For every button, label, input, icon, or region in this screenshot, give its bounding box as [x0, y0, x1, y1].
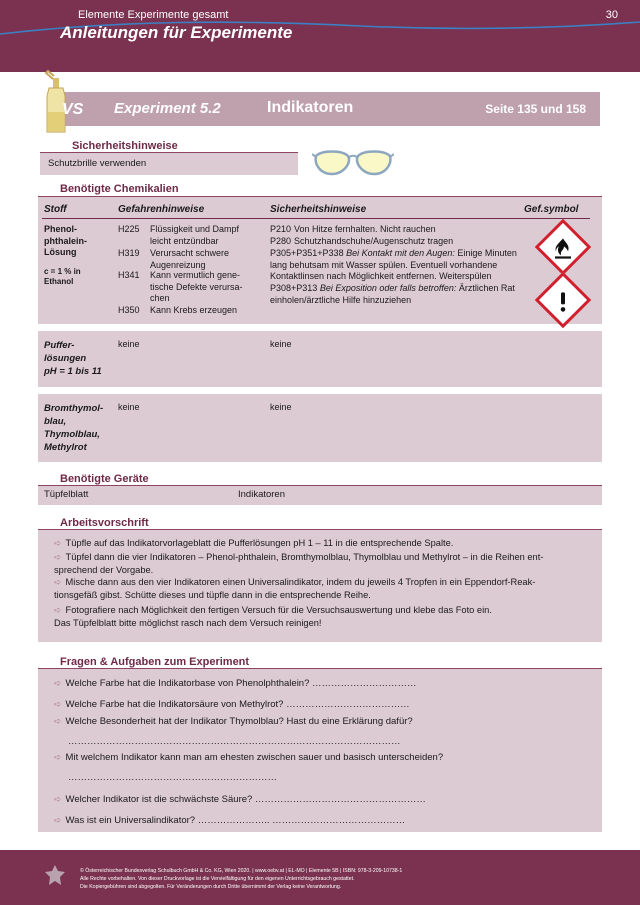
hazard-code-h319: H319	[118, 248, 140, 258]
col-header-safety: Sicherheitshinweise	[270, 204, 367, 215]
question-6: ➪ Was ist ein Universalindikator? ………………….. ……………………………………	[54, 815, 406, 826]
hazard-text-h350: Kann Krebs erzeugen	[150, 305, 238, 315]
footer-line-2: Alle Rechte vorbehalten. Von dieser Druckvorlage ist die Vervielfältigung für den eigenen Unterrichtsgebrauch gestattet.	[80, 876, 355, 882]
question-arrow-icon: ➪	[54, 815, 62, 825]
substance-concentration: c = 1 % in Ethanol	[44, 267, 81, 286]
goggles-icon	[312, 146, 394, 180]
safety-text-p305: Einige Minuten lang behutsam mit Wasser spülen. Eventuell vorhandene Kontaktlinsen nach Möglichkeit entfernen. Weiterspülen	[270, 248, 517, 281]
question-arrow-icon: ➪	[54, 752, 62, 762]
procedure-title: Arbeitsvorschrift	[60, 517, 149, 529]
question-5: ➪ Welcher Indikator ist die schwächste Säure? ………………………………………………	[54, 794, 426, 805]
procedure-step-2: ➪ Tüpfel dann die vier Indikatoren – Phenol-phthalein, Bromthymolblau, Thymolblau und Methylrot – in die Reihen ent- sprechend der Vorgabe.	[54, 552, 544, 575]
page-number: 30	[605, 9, 618, 21]
safety-lead-p308: Bei Exposition oder falls betroffen:	[319, 283, 457, 293]
hazard-text-h341: Kann vermutlich gene- tische Defekte verursa- chen	[150, 270, 243, 303]
page-header	[0, 0, 640, 72]
question-arrow-icon: ➪	[54, 716, 62, 726]
col-header-substance: Stoff	[44, 204, 67, 215]
safety-code-p210: P210	[270, 224, 292, 234]
question-arrow-icon: ➪	[54, 699, 62, 709]
safety-text: Schutzbrille verwenden	[48, 158, 147, 169]
header-title: Anleitungen für Experimente	[60, 23, 293, 42]
step-arrow-icon: ➪	[54, 577, 62, 587]
indicators-hazards: keine	[118, 402, 140, 412]
chemicals-divider	[38, 196, 602, 197]
footer-line-3: Die Kopiergebühren sind abgegolten. Für Veränderungen durch Dritte übernimmt der Verlag keine Verantwortung.	[80, 884, 342, 890]
questions-title: Fragen & Aufgaben zum Experiment	[60, 656, 250, 668]
safety-box	[40, 153, 298, 175]
step-arrow-icon: ➪	[54, 605, 62, 615]
safety-code-p308: P308+P313	[270, 283, 318, 293]
chemicals-title: Benötigte Chemikalien	[60, 183, 179, 195]
experiment-bar	[60, 92, 600, 126]
logo-text: VS	[62, 101, 84, 118]
hazard-text-h225: Flüssigkeit und Dampf leicht entzündbar	[150, 224, 240, 246]
col-header-symbol: Gef.symbol	[524, 204, 579, 215]
equipment-title: Benötigte Geräte	[60, 473, 149, 485]
equipment-item-1: Tüpfelblatt	[44, 489, 89, 500]
buffer-safety: keine	[270, 339, 292, 349]
safety-title: Sicherheitshinweise	[72, 140, 178, 152]
substance-phenolphthalein: Phenol- phthalein- Lösung	[44, 224, 87, 257]
procedure-step-3: ➪ Mische dann aus den vier Indikatoren einen Universalindikator, indem du jeweils 4 Tropfen in ein Eppendorf-Reak- tionsgefäß gibst. Schütte dieses und tüpfle dann in die entsprechende Reihe.	[54, 577, 536, 600]
safety-text-p210: Von Hitze fernhalten. Nicht rauchen	[294, 224, 436, 234]
safety-lead-p305: Bei Kontakt mit den Augen:	[346, 248, 455, 258]
safety-code-p280: P280	[270, 236, 292, 246]
safety-p305	[270, 248, 532, 283]
indicators-safety: keine	[270, 402, 292, 412]
question-arrow-icon: ➪	[54, 794, 62, 804]
answer-line-2[interactable]: …………………………………………………………	[68, 772, 277, 783]
procedure-box	[38, 530, 602, 642]
step-arrow-icon: ➪	[54, 552, 62, 562]
questions-box	[38, 669, 602, 832]
hazard-text-h319: Verursacht schwere Augenreizung	[150, 248, 230, 270]
procedure-step-4: ➪ Fotografiere nach Möglichkeit den fertigen Versuch für die Versuchsauswertung und klebe das Foto ein. Das Tüpfelblatt bitte möglichst rasch nach dem Versuch reinigen!	[54, 605, 492, 628]
safety-p308	[270, 283, 532, 306]
safety-text-p280: Schutzhandschuhe/Augenschutz tragen	[294, 236, 454, 246]
question-4: ➪ Mit welchem Indikator kann man am ehesten zwischen sauer und basisch unterscheiden?	[54, 752, 444, 763]
experiment-number: Experiment 5.2	[114, 100, 221, 117]
step-arrow-icon: ➪	[54, 538, 62, 548]
hazard-code-h341: H341	[118, 270, 140, 280]
wash-bottle-logo-icon	[40, 68, 100, 138]
buffer-hazards: keine	[118, 339, 140, 349]
substance-buffer: Puffer- lösungen pH = 1 bis 11	[44, 340, 102, 377]
page-footer	[0, 850, 640, 905]
experiment-pages: Seite 135 und 158	[485, 102, 586, 116]
hazard-code-h350: H350	[118, 305, 140, 315]
question-1: ➪ Welche Farbe hat die Indikatorbase von Phenolphthalein? ……………………………	[54, 678, 417, 689]
col-header-hazards: Gefahrenhinweise	[118, 204, 205, 215]
table-header-rule	[42, 218, 590, 219]
experiment-topic: Indikatoren	[267, 99, 354, 116]
question-arrow-icon: ➪	[54, 678, 62, 688]
equipment-box	[38, 486, 602, 505]
series-title: Elemente Experimente gesamt	[78, 9, 229, 21]
safety-code-p305: P305+P351+P338	[270, 248, 344, 258]
equipment-item-2: Indikatoren	[238, 489, 286, 500]
hazard-code-h225: H225	[118, 224, 140, 234]
question-3: ➪ Welche Besonderheit hat der Indikator Thymolblau? Hast du eine Erklärung dafür?	[54, 716, 413, 727]
answer-line-1[interactable]: ……………………………………………………………………………………………	[68, 736, 401, 747]
substance-indicators: Bromthymol- blau, Thymolblau, Methylrot	[44, 403, 104, 453]
procedure-step-1: ➪ Tüpfle auf das Indikatorvorlageblatt die Pufferlösungen pH 1 – 11 in die entsprechende Spalte.	[54, 538, 454, 548]
publisher-logo-icon	[44, 864, 66, 886]
safety-text-p308: Ärztlichen Rat einholen/ärztliche Hilfe hinzuziehen	[270, 283, 515, 305]
question-2: ➪ Welche Farbe hat die Indikatorsäure von Methylrot? …………………………………	[54, 699, 410, 710]
footer-line-1: © Österreichischer Bundesverlag Schulbuch GmbH & Co. KG, Wien 2020. | www.oebv.at | EL-MO | Elemente 5B | ISBN: 978-3-209-10738-1	[80, 868, 403, 874]
